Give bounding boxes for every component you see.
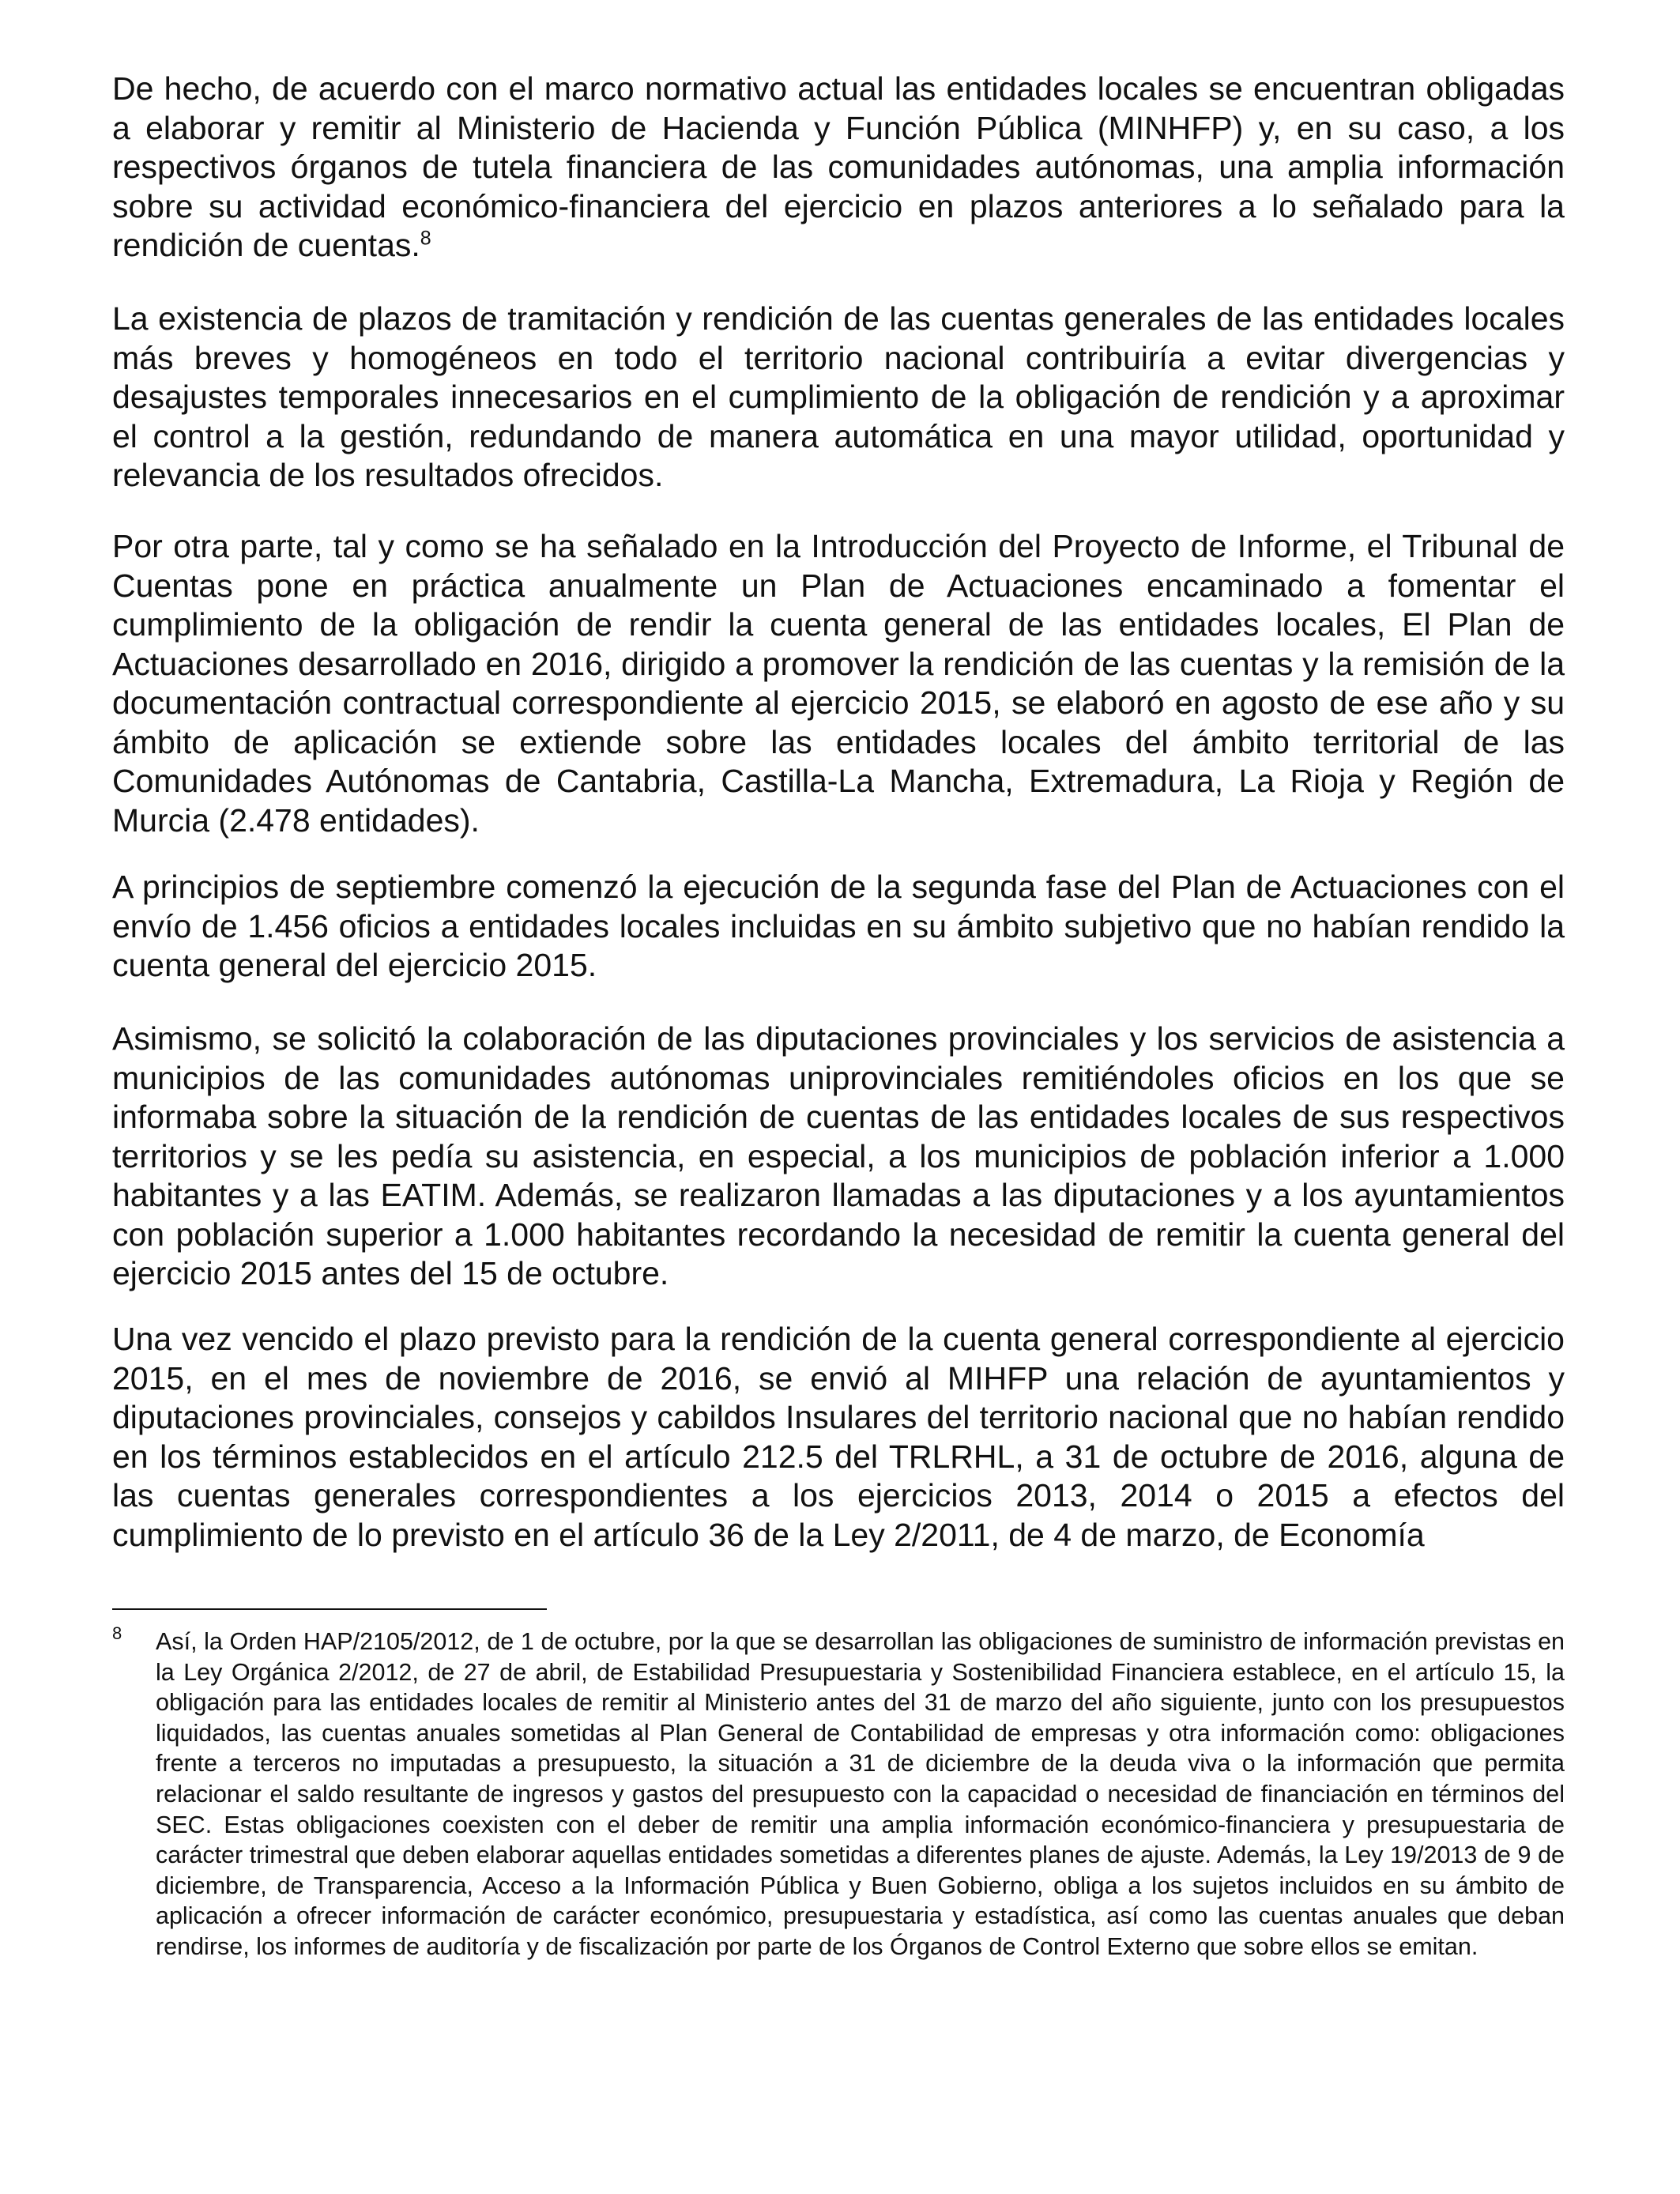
footnote-text: Así, la Orden HAP/2105/2012, de 1 de octubre, por la que se desarrollan las obligaciones de suministro de información previstas en la Ley Orgánica 2/2012, de 27 de abril, de Estabilidad Presupuestaria y Sostenibilidad Financiera establece, en el artículo 15, la obligación para las entidades locales de remitir al Ministerio antes del 31 de marzo del año siguiente, junto con los presupuestos liquidados, las cuentas anuales sometidas al Plan General de Contabilidad de empresas y otra información como: obligaciones frente a terceros no imputadas a presupuesto, la situación a 31 de diciembre de la deuda viva o la información que permita relacionar el saldo resultante de ingresos y gastos del presupuesto con la capacidad o necesidad de financiación en términos del SEC. Estas obligaciones coexisten con el deber de remitir una amplia información económico-financiera y presupuestaria de carácter trimestral que deben elaborar aquellas entidades sometidas a diferentes planes de ajuste. Además, la Ley 19/2013 de 9 de diciembre, de Transparencia, Acceso a la Información Pública y Buen Gobierno, obliga a los sujetos incluidos en su ámbito de aplicación a ofrecer información de carácter económico, presupuestaria y estadística, así como las cuentas anuales que deban rendirse, los informes de auditoría y de fiscalización por parte de los Órganos de Control Externo que sobre ellos se emitan.: [156, 1628, 1565, 1960]
footnote-separator: [112, 1608, 547, 1610]
paragraph-1-text: De hecho, de acuerdo con el marco normativo actual las entidades locales se encuentran obligadas a elaborar y remitir al Ministerio de Hacienda y Función Pública (MINHFP) y, en su caso, a los respectivos órganos de tutela financiera de las comunidades autónomas, una amplia información sobre su actividad económico-financiera del ejercicio en plazos anteriores a lo señalado para la rendición de cuentas.: [112, 70, 1565, 263]
footnote-reference: 8: [420, 227, 431, 250]
paragraph-3: Por otra parte, tal y como se ha señalado en la Introducción del Proyecto de Informe, el Tribunal de Cuentas pone en práctica anualmente un Plan de Actuaciones encaminado a fomentar el cumplimiento de la obligación de rendir la cuenta general de las entidades locales, El Plan de Actuaciones desarrollado en 2016, dirigido a promover la rendición de las cuentas y la remisión de la documentación contractual correspondiente al ejercicio 2015, se elaboró en agosto de ese año y su ámbito de aplicación se extiende sobre las entidades locales del ámbito territorial de las Comunidades Autónomas de Cantabria, Castilla-La Mancha, Extremadura, La Rioja y Región de Murcia (2.478 entidades).: [112, 528, 1565, 839]
paragraph-4: A principios de septiembre comenzó la ejecución de la segunda fase del Plan de Actuaciones con el envío de 1.456 oficios a entidades locales incluidas en su ámbito subjetivo que no habían rendido la cuenta general del ejercicio 2015.: [112, 869, 1565, 983]
footnote: [112, 1623, 1565, 1962]
paragraph-2: La existencia de plazos de tramitación y rendición de las cuentas generales de las entidades locales más breves y homogéneos en todo el territorio nacional contribuiría a evitar divergencias y desajustes temporales innecesarios en el cumplimiento de la obligación de rendición y a aproximar el control a la gestión, redundando de manera automática en una mayor utilidad, oportunidad y relevancia de los resultados ofrecidos.: [112, 300, 1565, 493]
paragraph-1: [112, 70, 1565, 266]
paragraph-5: Asimismo, se solicitó la colaboración de las diputaciones provinciales y los servicios de asistencia a municipios de las comunidades autónomas uniprovinciales remitiéndoles oficios en los que se informaba sobre la situación de la rendición de cuentas de las entidades locales de sus respectivos territorios y se les pedía su asistencia, en especial, a los municipios de población inferior a 1.000 habitantes y a las EATIM. Además, se realizaron llamadas a las diputaciones y a los ayuntamientos con población superior a 1.000 habitantes recordando la necesidad de remitir la cuenta general del ejercicio 2015 antes del 15 de octubre.: [112, 1020, 1565, 1291]
footnote-number: 8: [112, 1623, 122, 1643]
paragraph-6: Una vez vencido el plazo previsto para la rendición de la cuenta general correspondiente al ejercicio 2015, en el mes de noviembre de 2016, se envió al MIHFP una relación de ayuntamientos y diputaciones provinciales, consejos y cabildos Insulares del territorio nacional que no habían rendido en los términos establecidos en el artículo 212.5 del TRLRHL, a 31 de octubre de 2016, alguna de las cuentas generales correspondientes a los ejercicios 2013, 2014 o 2015 a efectos del cumplimiento de lo previsto en el artículo 36 de la Ley 2/2011, de 4 de marzo, de Economía: [112, 1321, 1565, 1553]
